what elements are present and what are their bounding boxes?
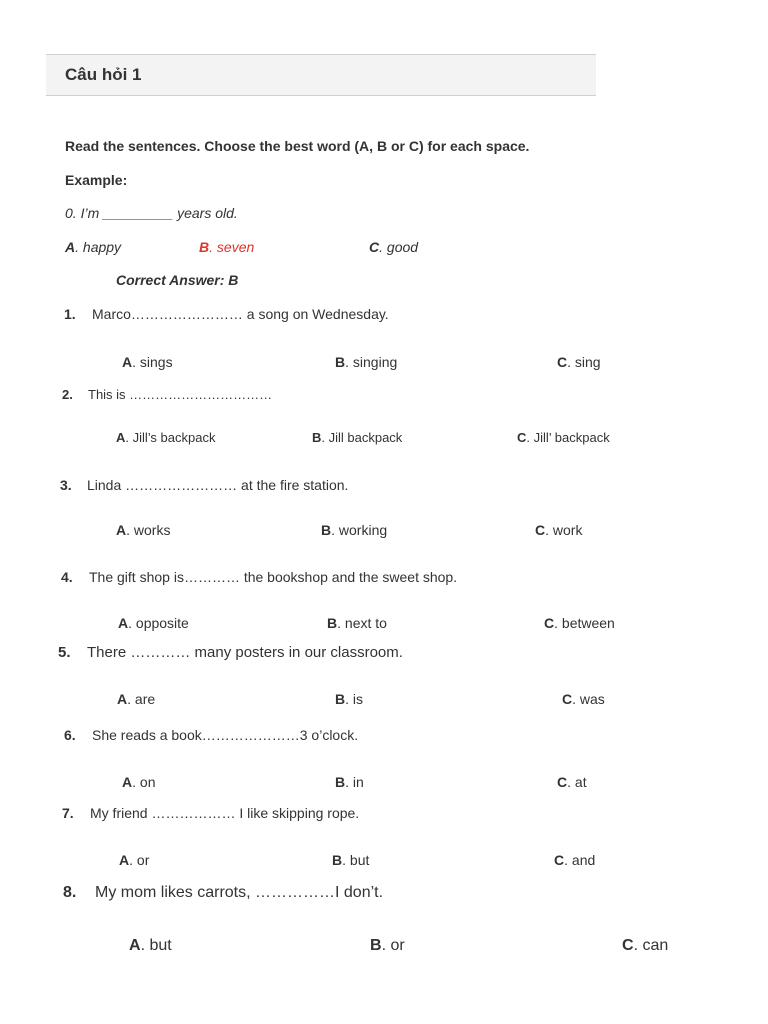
example-option-a	[65, 239, 121, 255]
q1-option-a[interactable]	[122, 354, 173, 370]
question-title: Câu hỏi 1	[65, 65, 142, 84]
option-letter: A	[122, 354, 133, 370]
q6-option-b[interactable]	[335, 774, 364, 790]
option-text: . working	[331, 522, 388, 538]
q7-option-b[interactable]	[332, 852, 369, 868]
question-number: 2.	[62, 387, 73, 402]
q5-option-b[interactable]	[335, 691, 363, 707]
option-letter: C	[544, 615, 555, 631]
q5-option-a[interactable]	[117, 691, 155, 707]
q8-option-b[interactable]	[370, 937, 405, 955]
example-option-c	[369, 239, 418, 255]
option-text: . Jill backpack	[321, 430, 403, 445]
option-text: . sings	[132, 354, 173, 370]
option-text: . opposite	[128, 615, 189, 631]
question-number: 4.	[61, 569, 73, 585]
option-letter: A	[117, 691, 128, 707]
option-text: . but	[140, 937, 172, 954]
question-number: 6.	[64, 727, 76, 743]
question-text: She reads a book…………………3 o’clock.	[92, 727, 359, 743]
question-text: My mom likes carrots, ……………I don’t.	[95, 884, 384, 901]
question-2	[62, 387, 272, 402]
q8-option-c[interactable]	[622, 937, 668, 955]
q2-option-b[interactable]	[312, 430, 402, 445]
example-question: 0. I’m _________ years old.	[65, 205, 238, 221]
option-letter: C	[554, 852, 565, 868]
option-text: . between	[554, 615, 615, 631]
option-text: . happy	[75, 239, 122, 255]
q4-option-a[interactable]	[118, 615, 189, 631]
option-text: . or	[381, 937, 405, 954]
option-letter: C	[535, 522, 546, 538]
option-letter: B	[335, 354, 346, 370]
q7-option-c[interactable]	[554, 852, 595, 868]
question-text: Linda …………………… at the fire station.	[87, 477, 349, 493]
option-text: . works	[126, 522, 171, 538]
option-letter: B	[332, 852, 343, 868]
option-letter: C	[557, 774, 568, 790]
question-7	[62, 805, 359, 821]
question-number: 3.	[60, 477, 72, 493]
question-number: 8.	[63, 884, 77, 901]
question-header	[46, 54, 596, 96]
option-letter: B	[321, 522, 332, 538]
q8-option-a[interactable]	[129, 937, 172, 955]
option-text: . work	[545, 522, 583, 538]
option-letter: A	[116, 522, 127, 538]
q3-option-b[interactable]	[321, 522, 387, 538]
q3-option-a[interactable]	[116, 522, 170, 538]
q3-option-c[interactable]	[535, 522, 582, 538]
option-letter: C	[369, 239, 380, 255]
question-text: This is ……………………………	[88, 387, 273, 402]
option-text: . singing	[345, 354, 398, 370]
question-number: 7.	[62, 805, 74, 821]
option-letter: B	[335, 774, 346, 790]
question-8	[63, 884, 383, 902]
option-text: . but	[342, 852, 370, 868]
option-letter: A	[116, 430, 126, 445]
q5-option-c[interactable]	[562, 691, 605, 707]
option-letter: B	[312, 430, 322, 445]
question-text: There ………… many posters in our classroom.	[87, 644, 403, 661]
instructions: Read the sentences. Choose the best word (A, B or C) for each space.	[65, 138, 530, 154]
option-text: . or	[129, 852, 150, 868]
option-text: . can	[633, 937, 669, 954]
option-text: . good	[379, 239, 419, 255]
option-letter: B	[327, 615, 338, 631]
q2-option-a[interactable]	[116, 430, 215, 445]
question-text: The gift shop is………… the bookshop and the sweet shop.	[89, 569, 458, 585]
q7-option-a[interactable]	[119, 852, 149, 868]
question-number: 1.	[64, 306, 76, 322]
option-text: . Jill’ backpack	[526, 430, 610, 445]
option-letter: C	[622, 937, 634, 954]
question-1	[64, 306, 389, 322]
q2-option-c[interactable]	[517, 430, 610, 445]
question-4	[61, 569, 457, 585]
option-letter: C	[562, 691, 573, 707]
option-letter: A	[119, 852, 130, 868]
option-text: . is	[345, 691, 364, 707]
option-text: . are	[127, 691, 156, 707]
correct-answer: Correct Answer: B	[116, 272, 239, 288]
option-text: . was	[572, 691, 605, 707]
option-letter: B	[199, 239, 210, 255]
option-letter: C	[557, 354, 568, 370]
q1-option-b[interactable]	[335, 354, 397, 370]
question-3	[60, 477, 348, 493]
option-text: . and	[564, 852, 596, 868]
option-text: . next to	[337, 615, 387, 631]
q1-option-c[interactable]	[557, 354, 601, 370]
option-text: . Jill’s backpack	[125, 430, 216, 445]
question-text: My friend ……………… I like skipping rope.	[90, 805, 360, 821]
q4-option-b[interactable]	[327, 615, 387, 631]
option-text: . seven	[209, 239, 255, 255]
question-5	[58, 644, 403, 661]
option-letter: A	[122, 774, 133, 790]
option-letter: B	[335, 691, 346, 707]
option-text: . on	[132, 774, 156, 790]
example-option-b	[199, 239, 254, 255]
example-label: Example:	[65, 172, 128, 188]
question-number: 5.	[58, 644, 71, 661]
q6-option-c[interactable]	[557, 774, 587, 790]
question-text: Marco…………………… a song on Wednesday.	[92, 306, 389, 322]
option-letter: B	[370, 937, 382, 954]
q6-option-a[interactable]	[122, 774, 155, 790]
option-letter: A	[129, 937, 141, 954]
q4-option-c[interactable]	[544, 615, 615, 631]
option-letter: C	[517, 430, 527, 445]
option-letter: A	[118, 615, 129, 631]
option-text: . in	[345, 774, 364, 790]
option-letter: A	[65, 239, 76, 255]
option-text: . at	[567, 774, 587, 790]
option-text: . sing	[567, 354, 601, 370]
question-6	[64, 727, 358, 743]
